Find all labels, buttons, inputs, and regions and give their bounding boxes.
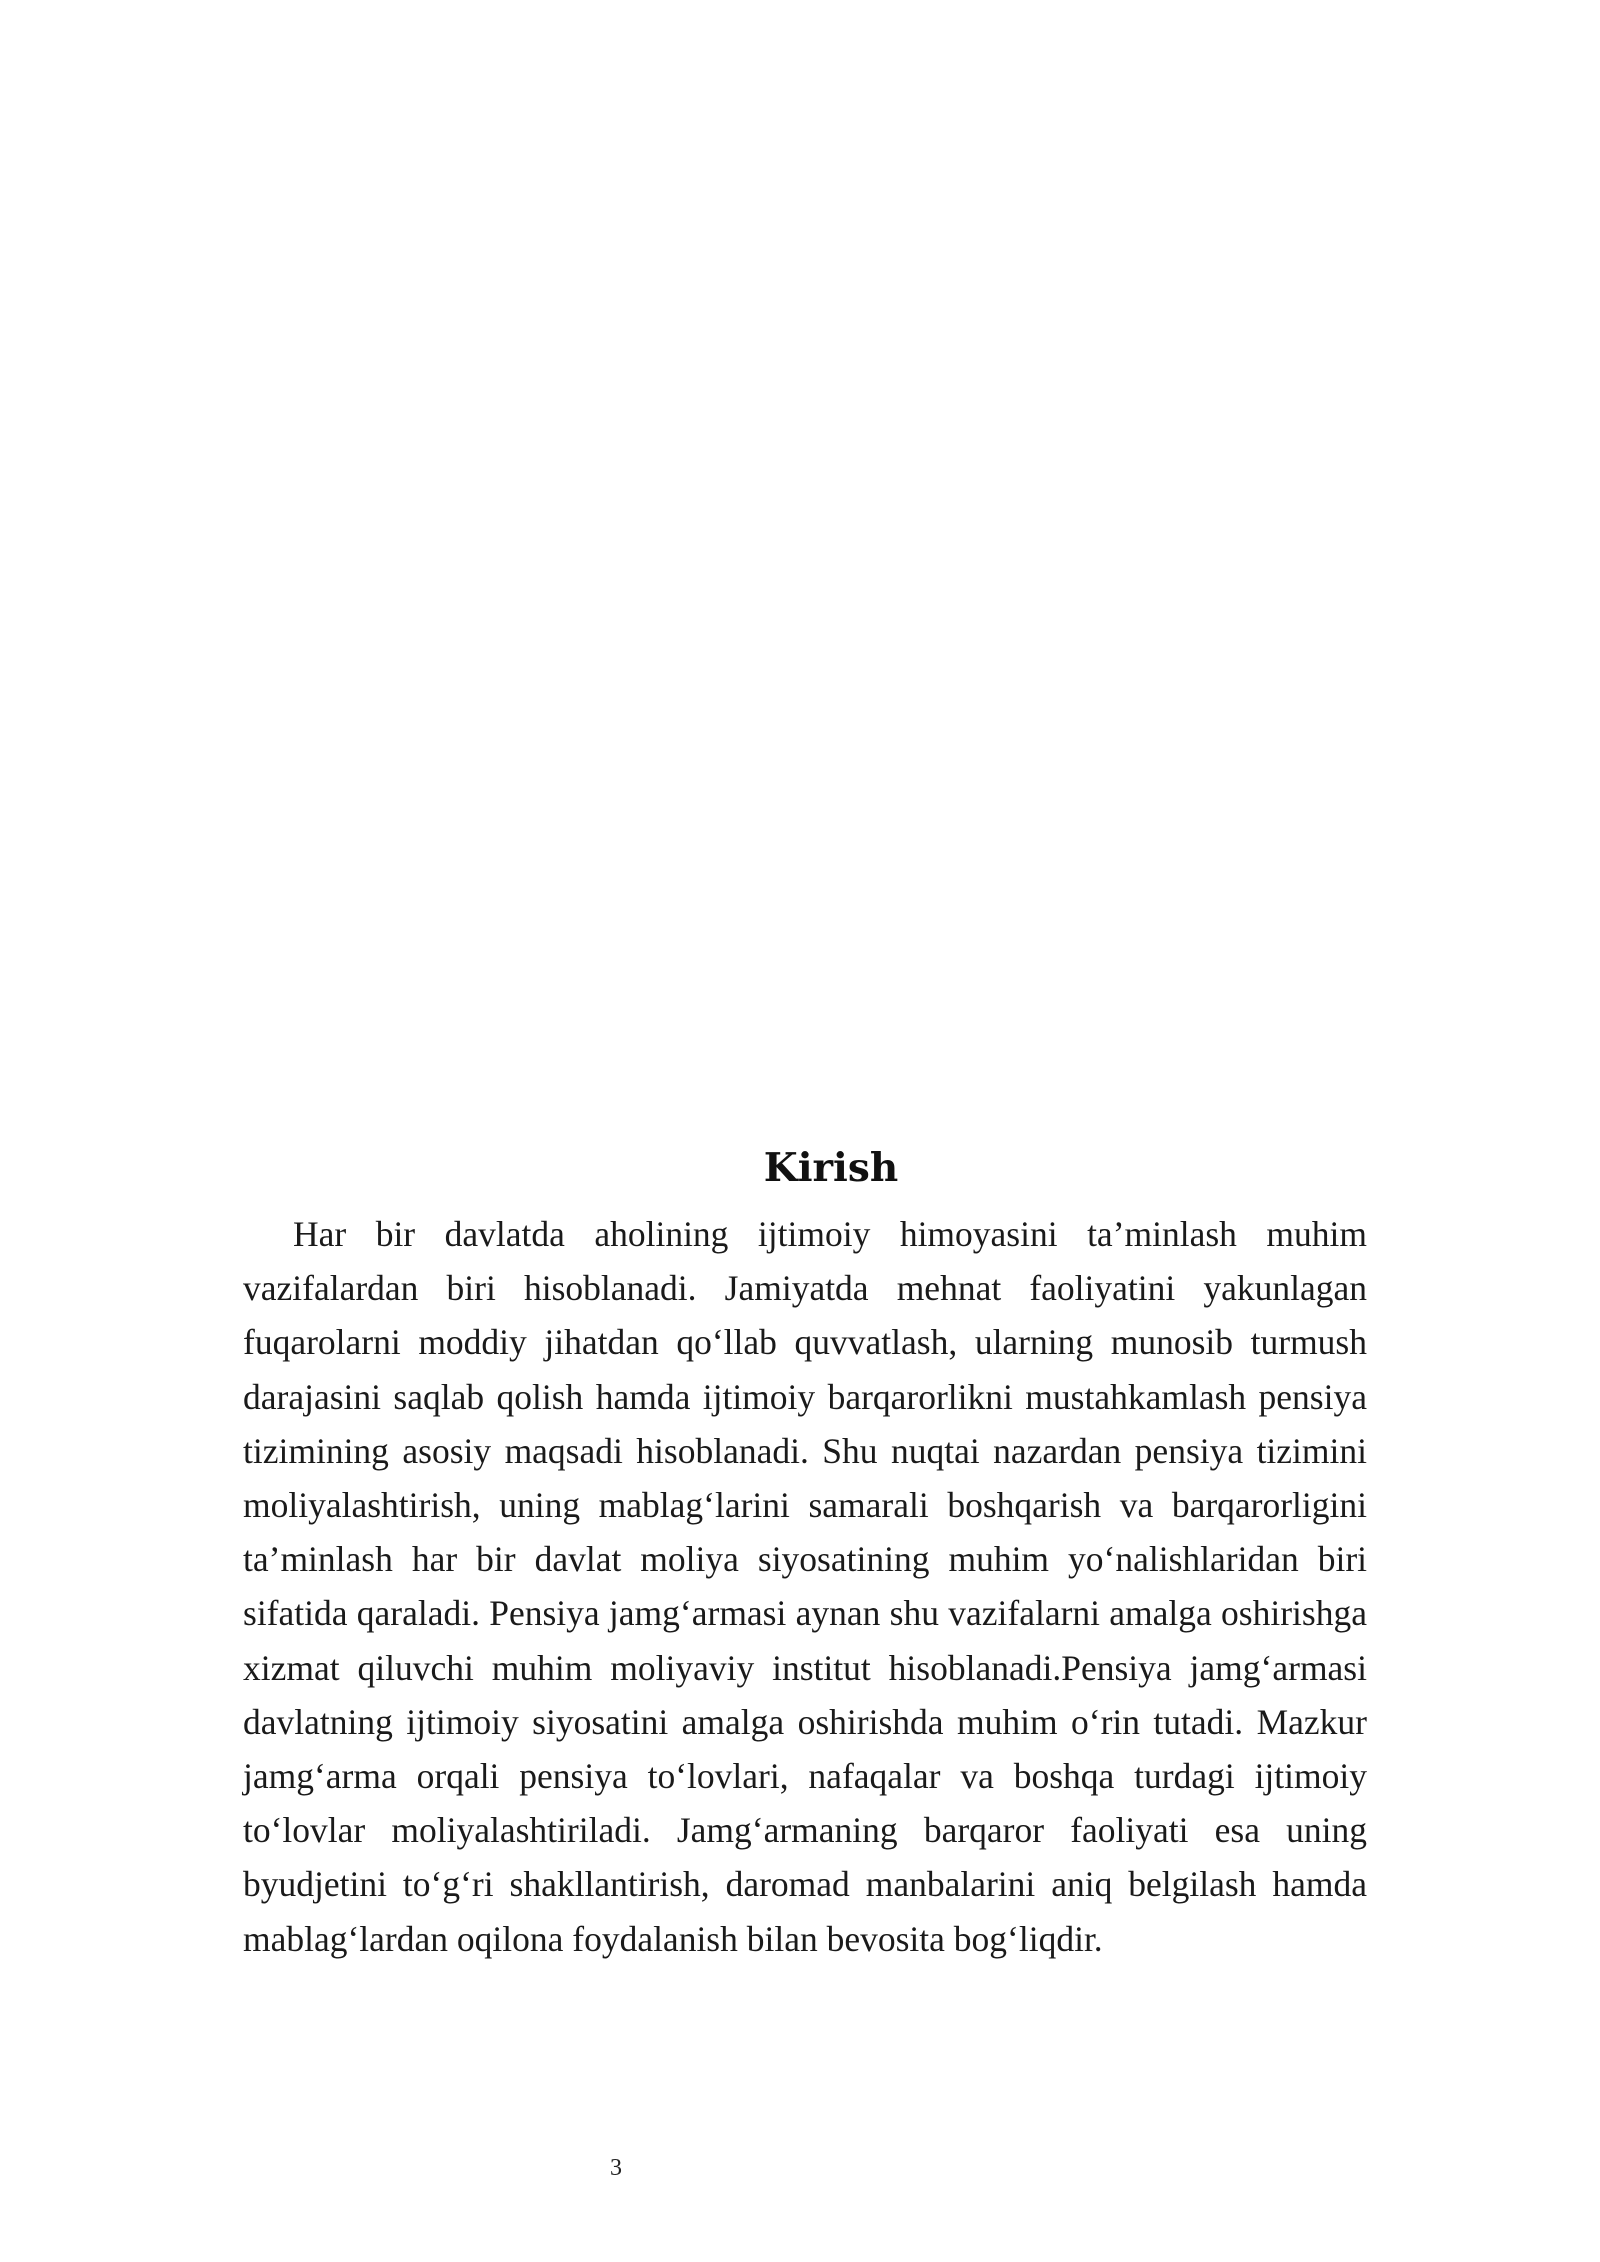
page-number: 3: [610, 2155, 622, 2181]
section-heading: Kirish: [763, 1145, 899, 1191]
body-paragraph: Har bir davlatda aholining ijtimoiy himoyasini ta’minlash muhim vazifalardan biri hisoblanadi. Jamiyatda mehnat faoliyatini yakunlagan fuqarolarni moddiy jihatdan qo‘llab quvvatlash, ularning munosib turmush darajasini saqlab qolish hamda ijtimoiy barqarorlikni mustahkamlash pensiya tizimining asosiy maqsadi hisoblanadi. Shu nuqtai nazardan pensiya tizimini moliyalashtirish, uning mablag‘larini samarali boshqarish va barqarorligini ta’minlash har bir davlat moliya siyosatining muhim yo‘nalishlaridan biri sifatida qaraladi. Pensiya jamg‘armasi aynan shu vazifalarni amalga oshirishga xizmat qiluvchi muhim moliyaviy institut hisoblanadi.Pensiya jamg‘armasi davlatning ijtimoiy siyosatini amalga oshirishda muhim o‘rin tutadi. Mazkur jamg‘arma orqali pensiya to‘lovlari, nafaqalar va boshqa turdagi ijtimoiy to‘lovlar moliyalashtiriladi. Jamg‘armaning barqaror faoliyati esa uning byudjetini to‘g‘ri shakllantirish, daromad manbalarini aniq belgilash hamda mablag‘lardan oqilona foydalanish bilan bevosita bog‘liqdir.: [243, 1214, 1367, 1959]
